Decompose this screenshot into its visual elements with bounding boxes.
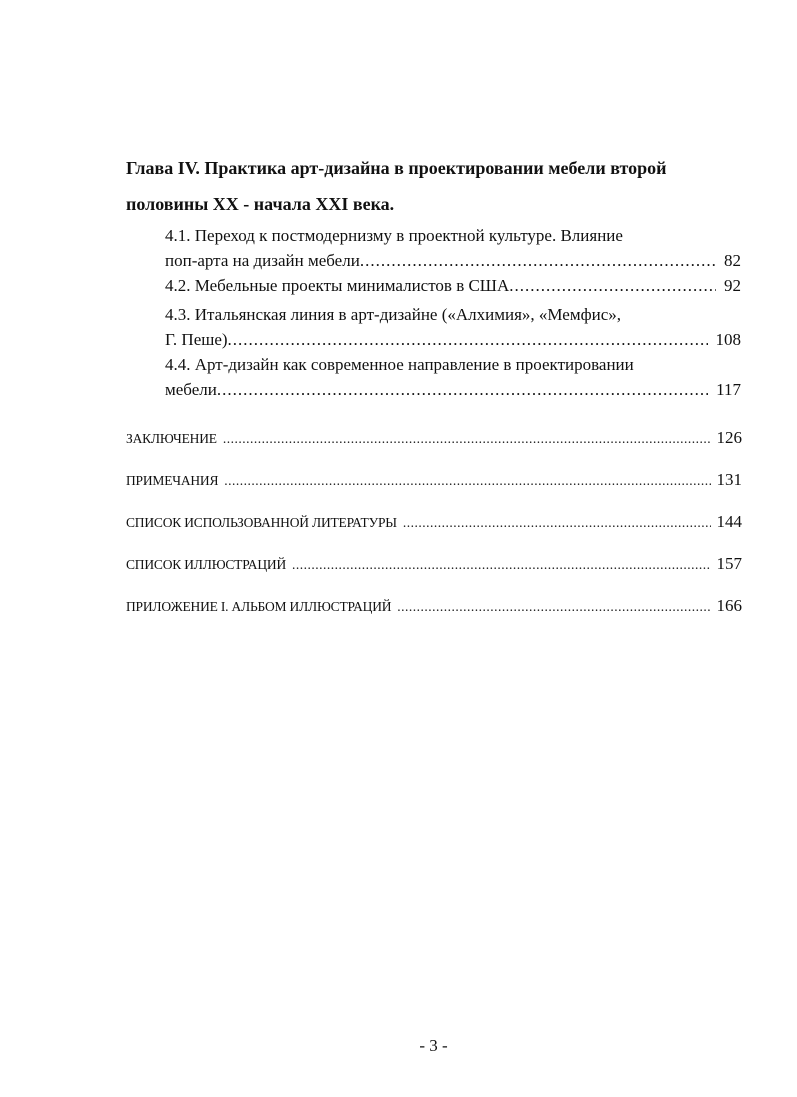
toc-section-title: ПРИМЕЧАНИЯ <box>126 473 219 488</box>
toc-entry-title-cont: мебели <box>165 380 217 399</box>
toc-entry-page: 82 <box>724 251 741 270</box>
dot-leader <box>217 377 708 402</box>
dot-leader <box>360 248 716 273</box>
page-number: - 3 - <box>419 1036 448 1055</box>
toc-section-notes[interactable] <box>126 470 742 491</box>
toc-section-page: 166 <box>716 596 742 615</box>
toc-entry-leader <box>165 248 741 273</box>
toc-entry-page: 108 <box>715 330 741 349</box>
toc-section-conclusion[interactable] <box>126 428 742 449</box>
toc-entry-title-cont: Г. Пеше) <box>165 330 228 349</box>
toc-section-page: 157 <box>716 554 742 573</box>
chapter-heading <box>126 150 726 222</box>
toc-entry-4-3[interactable] <box>165 302 741 352</box>
toc-entry-4-2[interactable] <box>165 273 741 298</box>
toc-entry-title-cont: поп-арта на дизайн мебели <box>165 251 360 270</box>
toc-entry-leader <box>165 273 741 298</box>
toc-entry-title: 4.2. Мебельные проекты минималистов в США <box>165 276 510 295</box>
toc-entry-title: 4.3. Итальянская линия в арт-дизайне («Алхимия», «Мемфис», <box>165 305 622 324</box>
toc-section-illustrations[interactable] <box>126 554 742 575</box>
toc-section-page: 144 <box>716 512 742 531</box>
dot-leader <box>228 327 708 352</box>
chapter-title-line-2: половины XX - начала XXI века. <box>126 194 395 214</box>
toc-section-title: СПИСОК ИСПОЛЬЗОВАННОЙ ЛИТЕРАТУРЫ <box>126 515 397 530</box>
toc-entry-4-4[interactable] <box>165 352 741 402</box>
toc-entry-title: 4.4. Арт-дизайн как современное направление в проектировании <box>165 355 634 374</box>
dot-leader <box>218 471 710 491</box>
toc-entry-title: 4.1. Переход к постмодернизму в проектной культуре. Влияние <box>165 226 623 245</box>
dot-leader <box>217 429 711 449</box>
toc-section-appendix[interactable] <box>126 596 742 617</box>
dot-leader <box>391 597 710 617</box>
dot-leader <box>397 513 711 533</box>
toc-entry-page: 117 <box>716 380 741 399</box>
dot-leader <box>286 555 710 575</box>
toc-section-title: СПИСОК ИЛЛЮСТРАЦИЙ <box>126 557 287 572</box>
toc-section-title: ПРИЛОЖЕНИЕ I. АЛЬБОМ ИЛЛЮСТРАЦИЙ <box>126 599 392 614</box>
toc-section-page: 131 <box>716 470 742 489</box>
toc-entry-leader <box>165 327 741 352</box>
toc-entry-4-1[interactable] <box>165 223 741 273</box>
chapter-title-line-1: Глава IV. Практика арт-дизайна в проектировании мебели второй <box>126 158 667 178</box>
toc-section-page: 126 <box>716 428 742 447</box>
toc-section-bibliography[interactable] <box>126 512 742 533</box>
toc-entry-page: 92 <box>724 276 741 295</box>
toc-entry-leader <box>165 377 741 402</box>
dot-leader <box>509 273 716 298</box>
toc-section-title: ЗАКЛЮЧЕНИЕ <box>126 431 217 446</box>
